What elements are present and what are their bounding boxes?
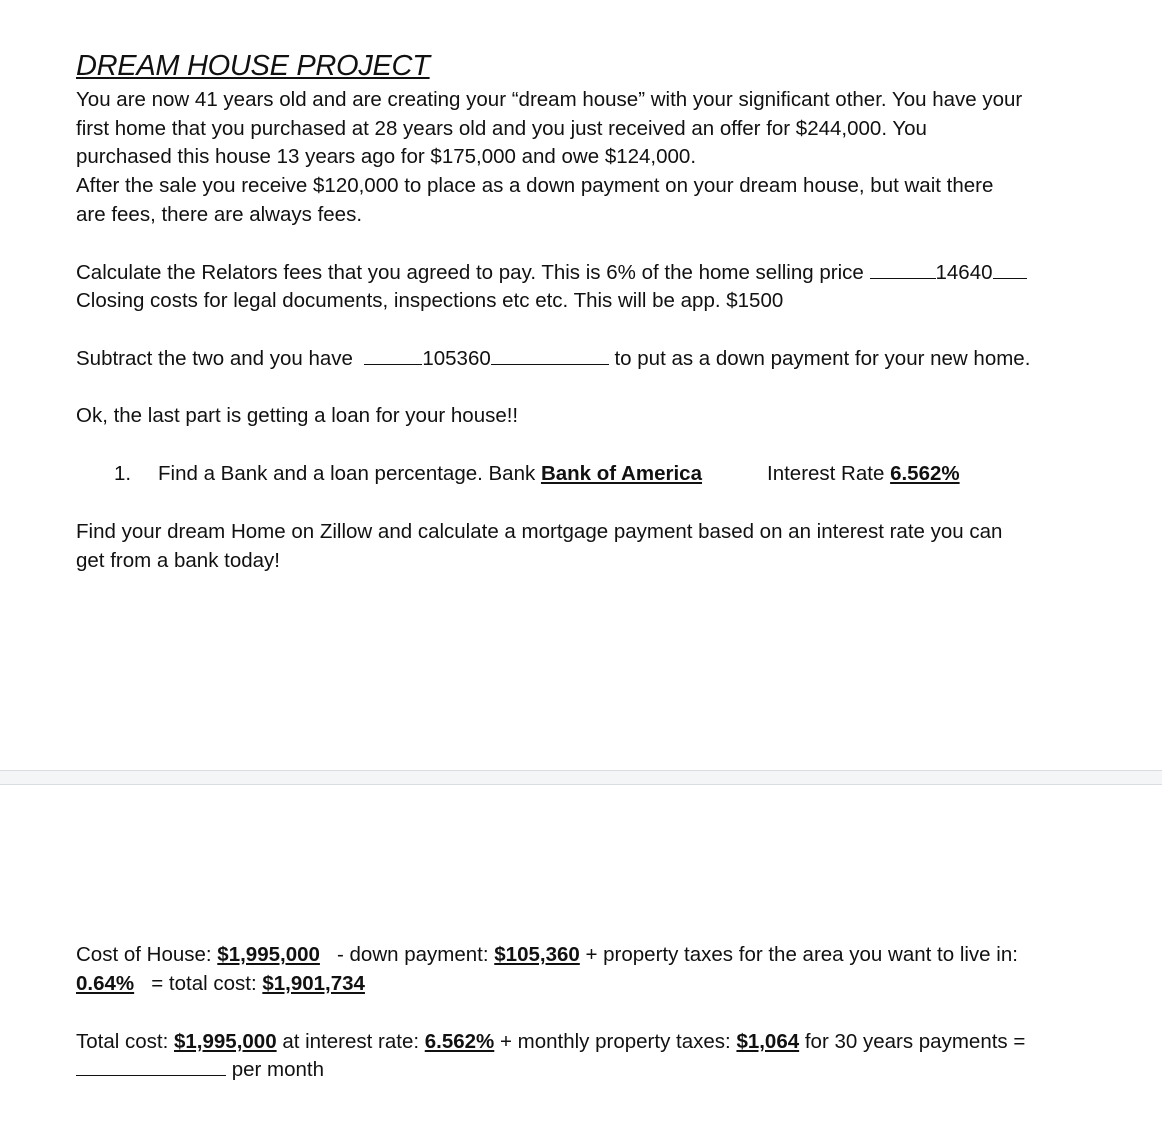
payment-calc-line-2 <box>76 1055 324 1084</box>
total-cost-answer[interactable]: $1,901,734 <box>262 972 365 995</box>
down-payment-answer[interactable]: 105360 <box>422 347 491 370</box>
years-label: for 30 years payments = <box>804 1030 1026 1053</box>
intro-line-1: You are now 41 years old and are creating your “dream house” with your significant other. You have your <box>76 88 1023 111</box>
interest-rate-answer[interactable]: 6.562% <box>890 462 960 485</box>
down-payment-calc-answer[interactable]: $105,360 <box>494 943 580 966</box>
cost-answer[interactable]: $1,995,000 <box>217 943 320 966</box>
interest-rate-item <box>767 459 960 488</box>
list-item-number: 1. <box>114 462 132 485</box>
intro-line-5: are fees, there are always fees. <box>76 203 363 226</box>
intro-line-2: first home that you purchased at 28 years old and you just received an offer for $244,000. You <box>76 117 927 140</box>
property-tax-rate-answer[interactable]: 0.64% <box>76 972 135 995</box>
loan-intro: Ok, the last part is getting a loan for your house!! <box>76 404 519 427</box>
monthly-payment-blank[interactable] <box>76 1055 226 1076</box>
cost-calc-line-2 <box>76 969 365 998</box>
realtor-fee-line <box>76 258 1027 287</box>
payment-rate-label: at interest rate: <box>282 1030 420 1053</box>
zillow-line-2: get from a bank today! <box>76 549 280 572</box>
payment-calc-line-1 <box>76 1027 1025 1056</box>
realtor-fee-answer[interactable]: 14640 <box>935 261 993 284</box>
property-tax-label: + property taxes for the area you want to live in: <box>585 943 1018 966</box>
down-payment-line <box>76 344 1030 373</box>
document-page-2 <box>0 785 1162 1136</box>
payment-total-answer[interactable]: $1,995,000 <box>174 1030 277 1053</box>
monthly-tax-label: + monthly property taxes: <box>499 1030 731 1053</box>
realtor-fee-label: Calculate the Relators fees that you agreed to pay. This is 6% of the home selling price <box>76 261 864 284</box>
page-title: DREAM HOUSE PROJECT <box>76 50 430 82</box>
answer-blank-lead <box>870 258 936 279</box>
payment-total-label: Total cost: <box>76 1030 169 1053</box>
down-payment-suffix: to put as a down payment for your new home. <box>614 347 1031 370</box>
total-cost-label: = total cost: <box>151 972 257 995</box>
interest-rate-label: Interest Rate <box>767 462 885 485</box>
answer-blank-lead <box>364 344 422 365</box>
down-payment-label: Subtract the two and you have <box>76 347 353 370</box>
answer-blank-tail <box>491 344 609 365</box>
bank-list-item <box>158 459 702 488</box>
down-payment-calc-label: - down payment: <box>331 943 489 966</box>
bank-answer[interactable]: Bank of America <box>540 462 702 485</box>
per-month-label: per month <box>231 1058 325 1081</box>
intro-line-4: After the sale you receive $120,000 to place as a down payment on your dream house, but wait there <box>76 174 994 197</box>
cost-label: Cost of House: <box>76 943 212 966</box>
zillow-line-1: Find your dream Home on Zillow and calculate a mortgage payment based on an interest rate you can <box>76 520 1003 543</box>
monthly-tax-answer[interactable]: $1,064 <box>736 1030 800 1053</box>
closing-costs-line: Closing costs for legal documents, inspections etc etc. This will be app. $1500 <box>76 289 784 312</box>
page-break <box>0 770 1162 785</box>
cost-calc-line-1 <box>76 940 1018 969</box>
bank-prompt: Find a Bank and a loan percentage. Bank <box>158 462 536 485</box>
answer-blank-tail <box>993 258 1027 279</box>
payment-rate-answer[interactable]: 6.562% <box>424 1030 495 1053</box>
intro-line-3: purchased this house 13 years ago for $175,000 and owe $124,000. <box>76 145 697 168</box>
